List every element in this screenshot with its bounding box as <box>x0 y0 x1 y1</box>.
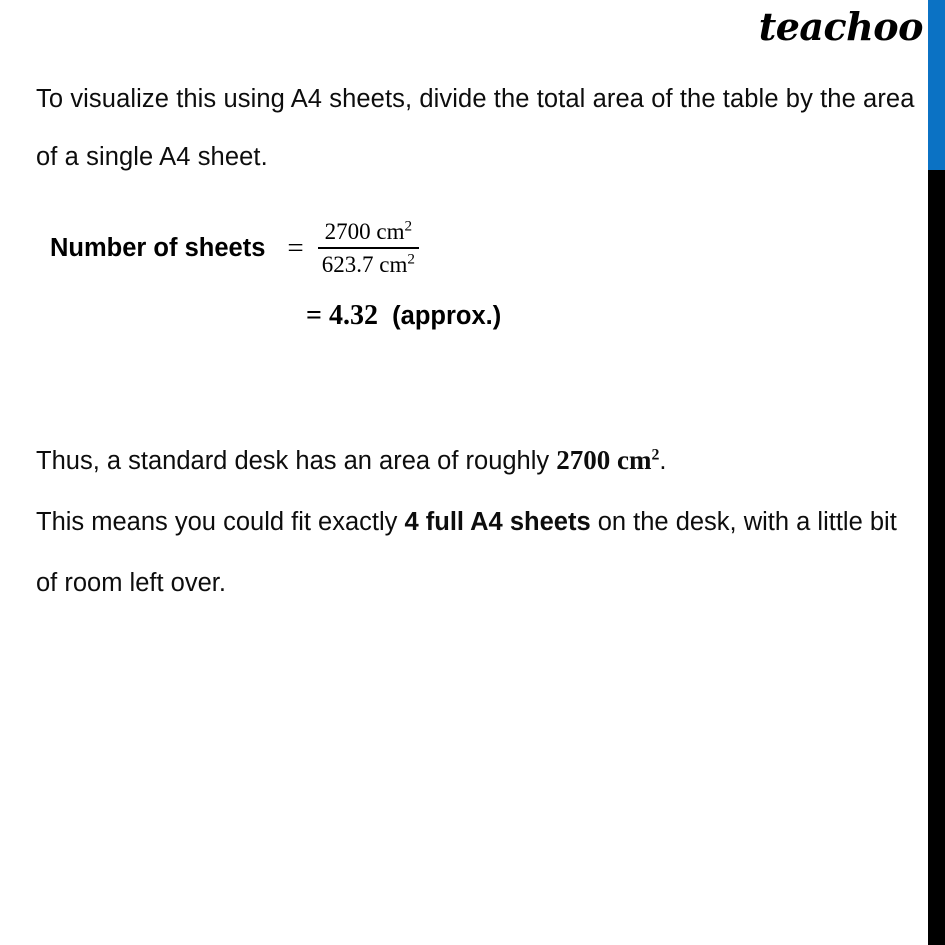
numerator-value: 2700 cm <box>324 218 405 244</box>
fraction-denominator <box>318 247 419 278</box>
conclusion-section <box>36 430 920 614</box>
equation-label: Number of sheets <box>50 233 266 262</box>
equation-equals-sign: = <box>287 231 304 264</box>
teachoo-logo: teachoo <box>758 4 923 49</box>
conclusion-line-1-bold: 2700 cm <box>556 445 652 475</box>
equation-result <box>306 300 501 332</box>
equation-row <box>50 212 920 284</box>
conclusion-line-1-suffix: . <box>659 447 667 475</box>
conclusion-line-1-prefix: Thus, a standard desk has an area of roughly <box>36 447 557 475</box>
result-equals-sign: = <box>306 300 322 331</box>
result-value: 4.32 <box>328 300 378 331</box>
conclusion-line-2-suffix: on the desk, with a little bit of room left over. <box>36 508 897 597</box>
conclusion-line-2 <box>36 492 920 614</box>
denominator-value: 623.7 cm <box>321 252 408 277</box>
intro-paragraph: To visualize this using A4 sheets, divide the total area of the table by the area of a single A4 sheet. <box>36 85 915 171</box>
conclusion-line-1 <box>36 430 920 492</box>
fraction <box>318 218 419 278</box>
conclusion-line-2-bold: 4 full A4 sheets <box>404 508 591 536</box>
denominator-exponent: 2 <box>407 250 415 268</box>
conclusion-line-2-prefix: This means you could fit exactly <box>36 508 405 536</box>
right-edge-black-bar <box>928 170 945 945</box>
fraction-numerator <box>321 218 416 247</box>
conclusion-line-1-exponent: 2 <box>651 446 660 464</box>
equation-block <box>50 212 920 284</box>
intro-section <box>36 70 920 186</box>
numerator-exponent: 2 <box>404 217 413 235</box>
right-edge-blue-bar <box>928 0 945 170</box>
result-note: (approx.) <box>392 302 502 330</box>
